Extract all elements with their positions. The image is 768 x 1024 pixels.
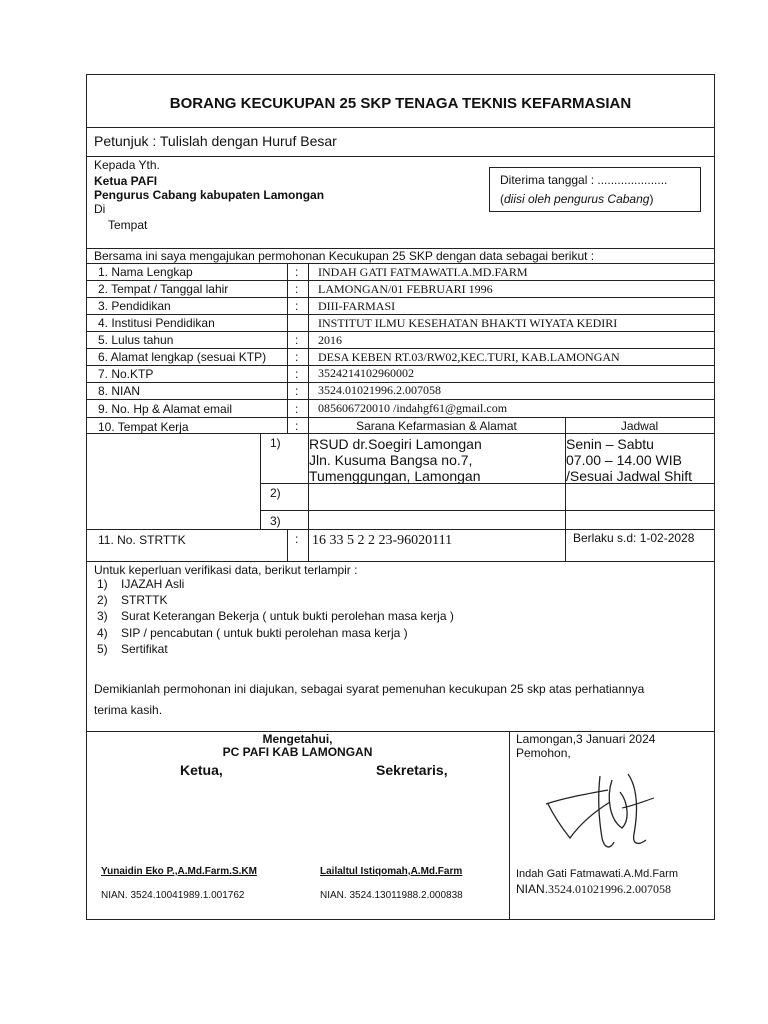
field-label: 2. Tempat / Tanggal lahir — [98, 282, 229, 296]
attachment-number: 4) — [97, 626, 108, 640]
workplace-schedule-line: /Sesuai Jadwal Shift — [566, 468, 693, 484]
attachment-text: STRTTK — [121, 593, 168, 607]
field-colon: : — [295, 367, 299, 381]
applicant-nian: NIAN.3524.01021996.2.007058 — [516, 882, 672, 896]
field-value: LAMONGAN/01 FEBRUARI 1996 — [318, 282, 493, 296]
intro-text: Bersama ini saya mengajukan permohonan Kecukupan 25 SKP dengan data sebagai berikut : — [94, 249, 595, 263]
secretary-nian: NIAN. 3524.13011988.2.000838 — [320, 890, 463, 901]
workplace-address-line: RSUD dr.Soegiri Lamongan — [309, 436, 482, 452]
attachment-text: SIP / pencabutan ( untuk bukti perolehan masa kerja ) — [121, 626, 408, 640]
signature-image — [540, 768, 660, 860]
recipient-org: Pengurus Cabang kabupaten Lamongan — [94, 188, 325, 202]
workplace-address-line: Tumenggungan, Lamongan — [309, 468, 481, 484]
workplace-schedule-line: Senin – Sabtu — [566, 436, 654, 452]
attachment-number: 1) — [97, 577, 108, 591]
column-header-schedule: Jadwal — [620, 419, 659, 433]
field-label: 7. No.KTP — [98, 367, 154, 381]
workplace-label: 10. Tempat Kerja — [98, 420, 189, 434]
field-label: 8. NIAN — [98, 384, 141, 398]
form-title: BORANG KECUKUPAN 25 SKP TENAGA TEKNIS KEFARMASIAN — [169, 95, 632, 112]
recipient-di: Di — [94, 202, 106, 216]
recipient-name: Ketua PAFI — [94, 174, 158, 188]
field-colon: : — [295, 350, 299, 364]
attachments-intro: Untuk keperluan verifikasi data, berikut terlampir : — [94, 563, 358, 577]
workplace-schedule-line: 07.00 – 14.00 WIB — [566, 452, 682, 468]
attachment-text: Surat Keterangan Bekerja ( untuk bukti perolehan masa kerja ) — [121, 609, 454, 623]
field-value: DIII-FARMASI — [318, 299, 396, 313]
field-value: 2016 — [318, 333, 342, 347]
field-label: 4. Institusi Pendidikan — [98, 316, 215, 330]
workplace-number: 3) — [270, 514, 281, 528]
field-value: 3524214102960002 — [318, 366, 414, 380]
chair-name: Yunaidin Eko P.,A.Md.Farm.S.KM — [101, 866, 257, 877]
secretary-title: Sekretaris, — [376, 762, 448, 778]
field-colon: : — [295, 384, 299, 398]
field-colon: : — [295, 299, 299, 313]
field-value: 085606720010 /indahgf61@gmail.com — [318, 401, 508, 415]
place-date: Lamongan,3 Januari 2024 — [516, 732, 656, 746]
field-value: DESA KEBEN RT.03/RW02,KEC.TURI, KAB.LAMONGAN — [318, 350, 620, 364]
field-label: 9. No. Hp & Alamat email — [98, 402, 233, 416]
field-colon: : — [295, 265, 299, 279]
field-value: 3524.01021996.2.007058 — [318, 383, 441, 397]
field-label: 6. Alamat lengkap (sesuai KTP) — [98, 350, 267, 364]
field-colon: : — [295, 282, 299, 296]
field-colon: : — [295, 333, 299, 347]
applicant-name: Indah Gati Fatmawati.A.Md.Farm — [516, 868, 678, 880]
attachment-number: 3) — [97, 609, 108, 623]
attachment-number: 2) — [97, 593, 108, 607]
attachment-text: IJAZAH Asli — [121, 577, 185, 591]
workplace-address-line: Jln. Kusuma Bangsa no.7, — [309, 452, 473, 468]
chair-title: Ketua, — [180, 762, 223, 778]
field-colon: : — [295, 402, 299, 416]
received-note: (diisi oleh pengurus Cabang) — [500, 192, 654, 206]
applicant-title: Pemohon, — [516, 746, 571, 760]
field-label: 5. Lulus tahun — [98, 333, 174, 347]
closing-line-1: Demikianlah permohonan ini diajukan, sebagai syarat pemenuhan kecukupan 25 skp atas perhatiannya — [94, 682, 645, 696]
greeting: Kepada Yth. — [94, 158, 160, 172]
chair-nian: NIAN. 3524.10041989.1.001762 — [101, 890, 245, 901]
closing-line-2: terima kasih. — [94, 703, 163, 717]
workplace-colon: : — [295, 419, 299, 433]
field-label: 3. Pendidikan — [98, 299, 171, 313]
strttk-label: 11. No. STRTTK — [98, 533, 186, 547]
field-label: 1. Nama Lengkap — [98, 265, 193, 279]
attachment-text: Sertifikat — [121, 642, 168, 656]
received-box — [489, 167, 701, 212]
received-date-label: Diterima tanggal : ..................... — [500, 173, 668, 187]
field-value: INDAH GATI FATMAWATI.A.MD.FARM — [318, 265, 528, 279]
attachment-number: 5) — [97, 642, 108, 656]
recipient-place: Tempat — [108, 218, 148, 232]
workplace-number: 2) — [270, 486, 281, 500]
secretary-name: Lailaltul Istiqomah,A.Md.Farm — [320, 866, 463, 877]
strttk-colon: : — [295, 532, 299, 546]
strttk-number: 16 33 5 2 2 23-96020111 — [312, 533, 453, 548]
instruction-text: Petunjuk : Tulislah dengan Huruf Besar — [94, 133, 337, 149]
column-header-address: Sarana Kefarmasian & Alamat — [356, 419, 517, 433]
org-name: PC PAFI KAB LAMONGAN — [222, 745, 373, 759]
field-value: INSTITUT ILMU KESEHATAN BHAKTI WIYATA KEDIRI — [318, 316, 618, 330]
workplace-number: 1) — [270, 436, 281, 450]
acknowledged-label: Mengetahui, — [262, 732, 333, 746]
strttk-valid-until: Berlaku s.d: 1-02-2028 — [573, 531, 695, 545]
